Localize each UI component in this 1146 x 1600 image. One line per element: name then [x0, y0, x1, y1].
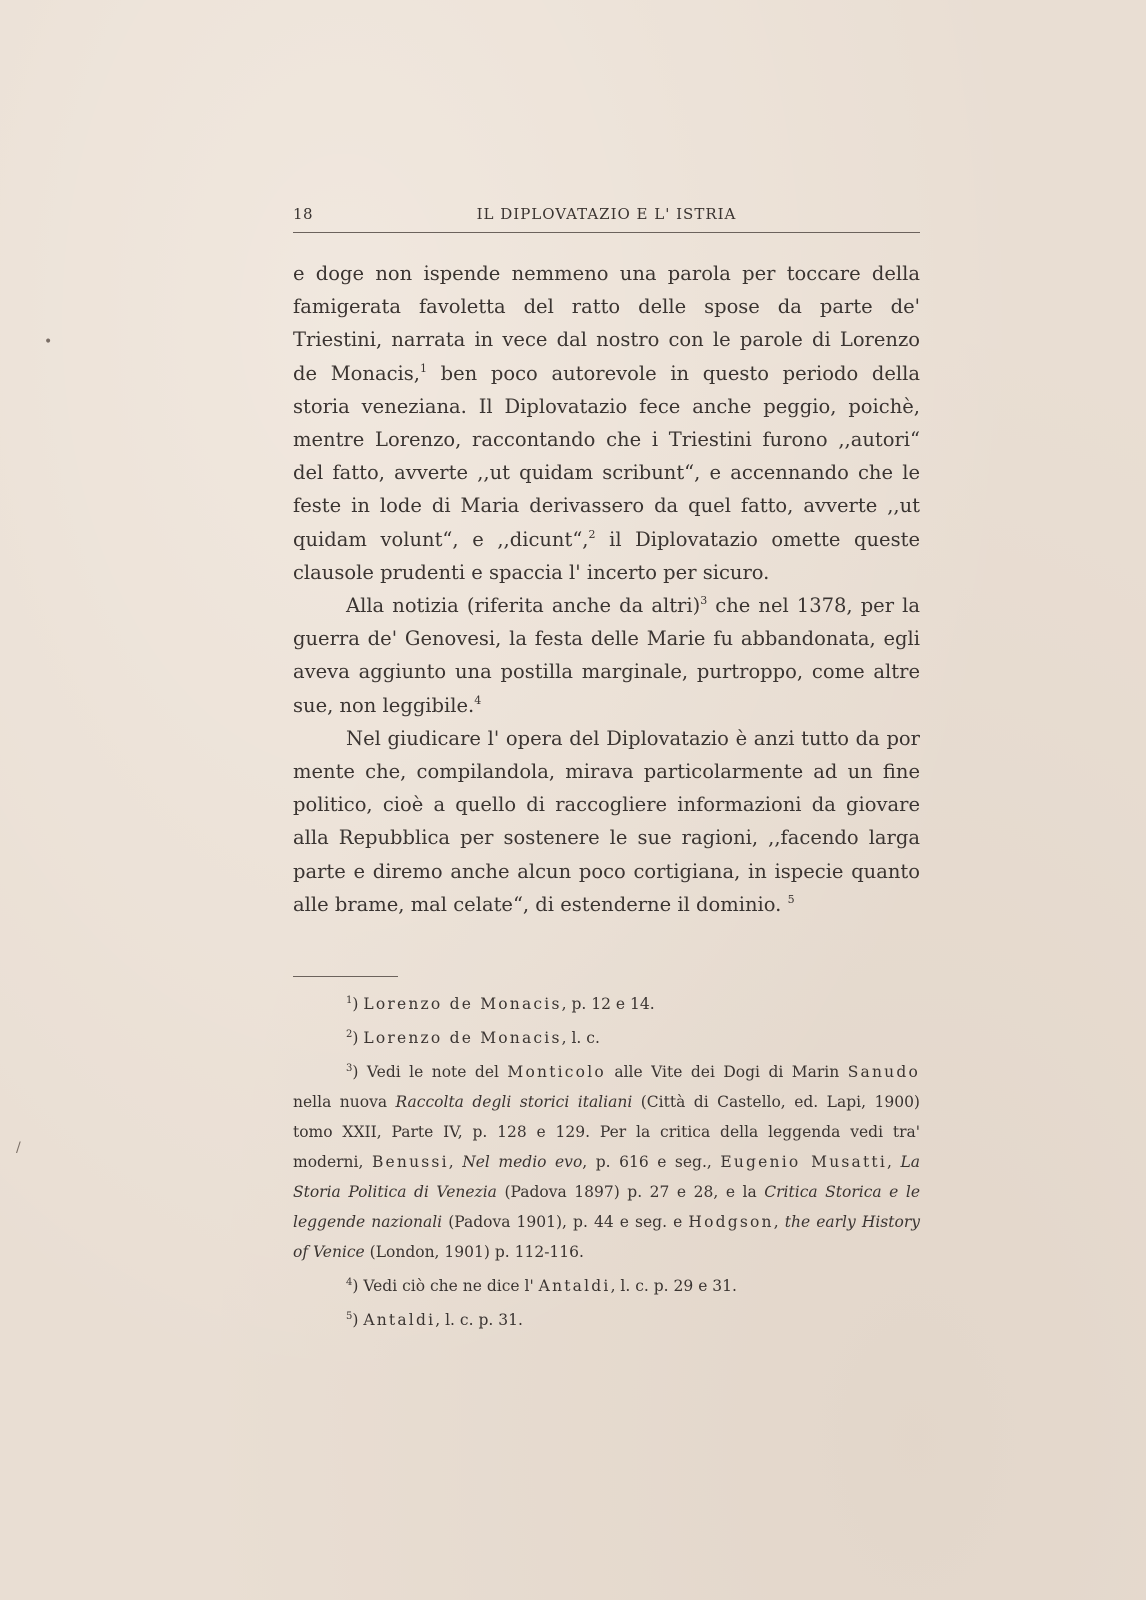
footnote-3-i4: Critica Storica e le leggende nazionali	[293, 1183, 920, 1231]
footnotes	[293, 989, 920, 1339]
margin-tick: /	[16, 1140, 21, 1156]
footnote-1: $^1$) Lorenzo de Monacis, p. 12 e 14.	[346, 995, 655, 1013]
p2-text-b: che nel 1378, per la guerra de' Genovesi, la festa delle Marie fu abbandonata, egli aveva aggiunto una postilla marginale, purtroppo, come altre sue, non leggibile.	[293, 594, 920, 717]
main-text	[293, 257, 920, 921]
footnote-3: $^3$) Vedi le note del Monticolo alle Vite dei Dogi di Marin Sanudo nella nuova Raccolta degli storici italiani (Città di Castello, ed. Lapi, 1900) tomo XXII, Parte IV, p. 128 e 129. Per la critica della leggenda vedi tra' moderni, Benussi, Nel medio evo, p. 616 e seg., Eugenio Musatti, La Storia Politica di Venezia (Padova 1897) p. 27 e 28, e la Critica Storica e le leggende nazionali (Padova 1901), p. 44 e seg. e Hodgson, the early History of Venice (London, 1901) p. 112-116.	[293, 1063, 920, 1261]
footnote-4-t1: Vedi ciò che ne dice l'	[363, 1277, 539, 1295]
footnote-4-author: Antaldi	[538, 1277, 611, 1295]
p1-text-c: il Diplovatazio omette queste clausole prudenti e spaccia l' incerto per sicuro.	[293, 527, 920, 584]
footnote-1-text: , p. 12 e 14.	[561, 995, 655, 1013]
paragraph-2	[293, 589, 920, 722]
footnote-5-mark: 5	[346, 1311, 353, 1322]
footnote-4: $^4$) Vedi ciò che ne dice l' Antaldi, l. c. p. 29 e 31.	[346, 1277, 737, 1295]
page-header	[293, 205, 920, 233]
footnote-3-t2: alle Vite dei Dogi di Marin	[605, 1063, 848, 1081]
footnote-1-mark: 1	[346, 995, 353, 1006]
footnote-5-author: Antaldi	[363, 1311, 436, 1329]
footnote-3-t9: (Padova 1901), p. 44 e seg. e	[442, 1213, 689, 1231]
p2-text-a: Alla notizia (riferita anche da altri)	[346, 594, 701, 618]
p3-text-a: Nel giudicare l' opera del Diplovatazio è anzi tutto da por mente che, compilandola, mirava particolarmente ad un fine politico, cioè a quello di raccogliere informazioni da giovare alla Repubblica per sostenere le sue ragioni, ,,facendo larga parte e diremo anche alcun poco cortigiana, in ispecie quanto alle brame, mal celate“, di estenderne il dominio.	[293, 726, 920, 916]
footnote-3-t1: Vedi le note del	[366, 1063, 508, 1081]
footnote-2-text: , l. c.	[561, 1029, 600, 1047]
footnote-3-s2: Sanudo	[847, 1063, 920, 1081]
page-number: 18	[293, 205, 314, 223]
footnote-3-t3: nella nuova	[293, 1093, 396, 1111]
paragraph-1	[293, 257, 920, 589]
footnote-3-s3: Benussi	[371, 1153, 449, 1171]
footnote-4-mark: 4	[346, 1277, 353, 1288]
footnote-3-t11: (London, 1901) p. 112-116.	[364, 1243, 584, 1261]
footnote-3-t8: (Padova 1897) p. 27 e 28, e la	[496, 1183, 765, 1201]
footnote-3-s4: Eugenio Musatti	[720, 1153, 887, 1171]
footnote-rule	[293, 976, 398, 977]
footnote-3-t4: (Città di Castello, ed. Lapi, 1900) tomo XXII, Parte IV, p. 128 e 129. Per la critica della leggenda vedi tra' moderni,	[293, 1093, 920, 1171]
margin-dot: •	[44, 334, 53, 350]
footnote-5-text: , l. c. p. 31.	[435, 1311, 523, 1329]
p1-text-b: ben poco autorevole in questo periodo della storia veneziana. Il Diplovatazio fece anche peggio, poichè, mentre Lorenzo, raccontando che i Triestini furono ,,autori“ del fatto, avverte ,,ut quidam scribunt“, e accennando che le feste in lode di Maria derivassero da quel fatto, avverte ,,ut quidam volunt“, e ,,dicunt“,	[293, 361, 920, 551]
footnote-3-s5: Hodgson	[688, 1213, 774, 1231]
footnote-3-s1: Monticolo	[507, 1063, 606, 1081]
footnote-3-i1: Raccolta degli storici italiani	[395, 1093, 633, 1111]
footnote-3-t5: ,	[448, 1153, 463, 1171]
note-ref-3: 3	[700, 594, 708, 608]
footnote-3-i2: Nel medio evo	[462, 1153, 583, 1171]
footnote-3-t10: ,	[773, 1213, 785, 1231]
footnote-4-t2: , l. c. p. 29 e 31.	[610, 1277, 737, 1295]
footnote-3-mark: 3	[346, 1063, 353, 1074]
footnote-5: $^5$) Antaldi, l. c. p. 31.	[346, 1311, 523, 1329]
footnote-2: $^2$) Lorenzo de Monacis, l. c.	[346, 1029, 600, 1047]
footnote-3-t7: ,	[887, 1153, 901, 1171]
footnote-3-i5: the early History of Venice	[293, 1213, 920, 1261]
footnote-2-author: Lorenzo de Monacis	[363, 1029, 562, 1047]
note-ref-5: 5	[787, 892, 795, 906]
note-ref-2: 2	[588, 527, 596, 541]
paragraph-3	[293, 722, 920, 921]
note-ref-1: 1	[419, 361, 427, 375]
note-ref-4: 4	[474, 693, 482, 707]
footnote-1-author: Lorenzo de Monacis	[363, 995, 562, 1013]
header-rule	[293, 232, 920, 233]
footnote-2-mark: 2	[346, 1029, 353, 1040]
footnote-3-t6: , p. 616 e seg.,	[582, 1153, 721, 1171]
p1-text-a: e doge non ispende nemmeno una parola per toccare della famigerata favoletta del ratto delle spose da parte de' Triestini, narrata in vece dal nostro con le parole di Lorenzo de Monacis,	[293, 262, 920, 385]
running-title: IL DIPLOVATAZIO E L' ISTRIA	[476, 205, 737, 223]
footnote-3-i3: La Storia Politica di Venezia	[293, 1153, 920, 1201]
